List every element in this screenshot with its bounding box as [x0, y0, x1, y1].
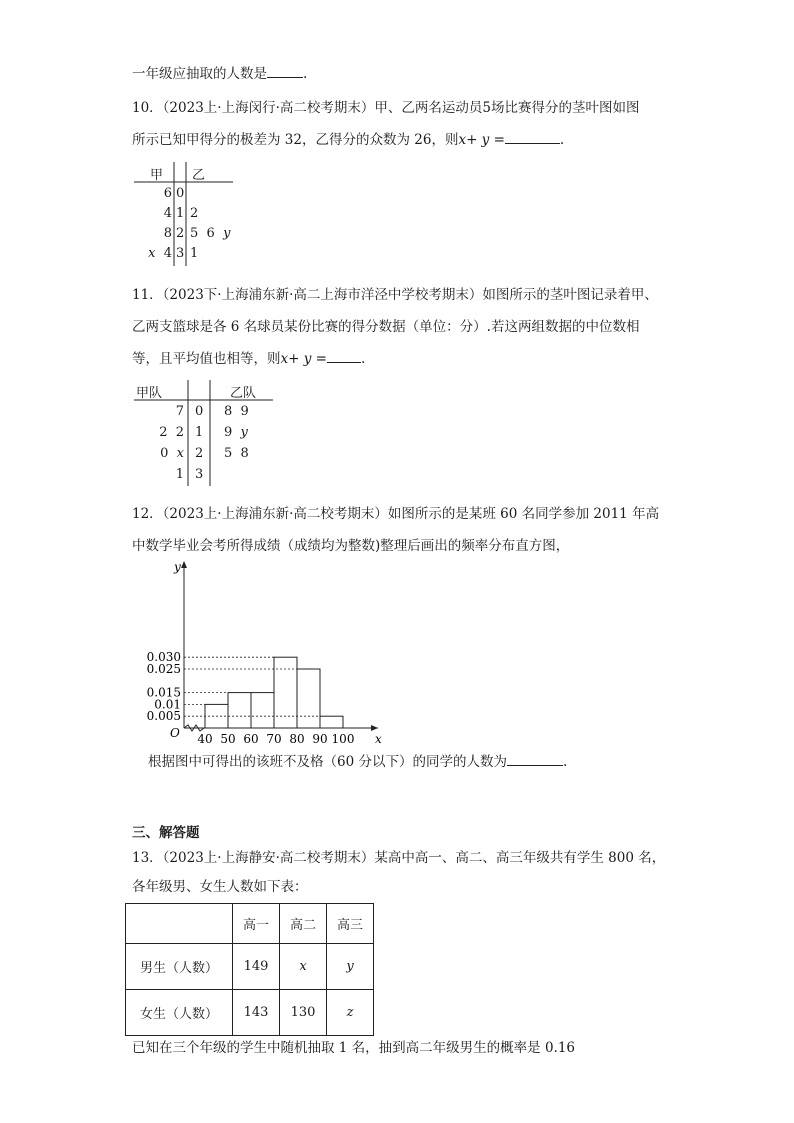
x-axis-arrow	[371, 725, 378, 731]
q13-after: 已知在三个年级的学生中随机抽取 1 名，抽到高二年级男生的概率是 0.16	[132, 1040, 576, 1056]
table-header: 高一	[233, 904, 280, 944]
stem-leaf-header-left: 甲	[150, 168, 164, 183]
y-tick-label: 0.005	[146, 709, 181, 724]
x-tick-label: 80	[289, 732, 305, 746]
stem-leaf-left-leaves: 8	[163, 226, 172, 241]
section-title: 三、解答题	[132, 825, 200, 841]
q12-line2: 中数学毕业会考所得成绩（成绩均为整数)整理后画出的频率分布直方图，	[132, 538, 570, 554]
answer-blank	[327, 350, 361, 363]
answer-blank	[505, 131, 560, 144]
histogram-bar	[297, 669, 320, 728]
stem-leaf-stem: 3	[176, 246, 185, 261]
q12-question-text: 根据图中可得出的该班不及格（60 分以下）的同学的人数为 .	[148, 754, 568, 770]
stem-leaf-left-leaves: 1	[175, 467, 184, 482]
stem-leaf-left-leaves: 7	[175, 404, 184, 419]
table-cell: 143	[233, 990, 280, 1036]
table-header: 高二	[280, 904, 327, 944]
stem-leaf-right-leaves: 5 8	[224, 446, 249, 461]
stem-leaf-left-leaves: 6	[163, 186, 172, 201]
stem-leaf-right-leaves: 2	[190, 206, 199, 221]
stem-leaf-left-leaves: x 4	[148, 246, 172, 261]
table-header-empty	[126, 904, 233, 944]
x-tick-label: 90	[312, 732, 328, 746]
stem-leaf-left-leaves: 2 2	[159, 425, 184, 440]
stem-leaf-header-right: 乙队	[230, 386, 257, 401]
stem-leaf-stem: 2	[176, 226, 185, 241]
q12-line1: 12．（2023上·上海浦东新·高二校考期末）如图所示的是某班 60 名同学参加 2011 年高	[132, 506, 660, 522]
stem-leaf-stem: 0	[195, 404, 204, 419]
origin-label: O	[170, 726, 180, 740]
table-cell: 149	[233, 944, 280, 990]
q13-line2: 各年级男、女生人数如下表：	[132, 879, 308, 895]
answer-blank	[267, 65, 303, 78]
q10-stem-leaf	[134, 162, 234, 266]
grade-gender-table	[125, 903, 374, 1036]
y-tick-label: 0.030	[146, 650, 181, 665]
table-cell: x	[280, 944, 327, 990]
stem-leaf-right-leaves: 1	[190, 246, 199, 261]
q11-line1: 11．（2023下·上海浦东新·高二上海市洋泾中学校考期末）如图所示的茎叶图记录着甲、	[132, 287, 658, 303]
y-axis-label: y	[174, 560, 181, 574]
table-row-label: 女生（人数）	[126, 990, 233, 1036]
histogram-bar	[251, 693, 274, 728]
q11-line2: 乙两支篮球是各 6 名球员某份比赛的得分数据（单位：分）.若这两组数据的中位数相	[132, 319, 640, 335]
x-tick-label: 60	[243, 732, 259, 746]
stem-leaf-stem: 1	[176, 206, 185, 221]
histogram-bar	[228, 693, 251, 728]
stem-leaf-left-leaves: 0 x	[160, 446, 184, 461]
q10-line2: 所示已知甲得分的极差为 32，乙得分的众数为 26，则x+ y = .	[132, 132, 565, 148]
x-axis-label: x	[375, 732, 382, 746]
stem-leaf-stem: 1	[195, 425, 204, 440]
q10-line1: 10．（2023上·上海闵行·高二校考期末）甲、乙两名运动员5场比赛得分的茎叶图如图	[132, 100, 640, 116]
stem-leaf-right-leaves: 5 6 y	[190, 226, 231, 241]
stem-leaf-header-right: 乙	[192, 168, 206, 183]
frequency-histogram	[138, 555, 398, 747]
stem-leaf-right-leaves: 9 y	[224, 425, 248, 440]
q10-expr: x+ y =	[458, 132, 505, 148]
prev-question-text: 一年级应抽取的人数是	[132, 66, 267, 82]
x-tick-label: 100	[331, 732, 355, 746]
stem-leaf-left-leaves: 4	[163, 206, 172, 221]
y-axis-arrow	[181, 561, 187, 568]
table-header: 高三	[327, 904, 374, 944]
q13-line1: 13．（2023上·上海静安·高二校考期末）某高中高一、高二、高三年级共有学生 800 名，	[132, 850, 666, 866]
answer-blank	[507, 753, 563, 766]
stem-leaf-stem: 0	[176, 186, 185, 201]
table-cell: z	[327, 990, 374, 1036]
q11-expr: x+ y =	[280, 351, 327, 367]
q11-stem-leaf	[134, 380, 274, 486]
table-row-label: 男生（人数）	[126, 944, 233, 990]
prev-question-tail: 一年级应抽取的人数是 .	[132, 66, 308, 82]
table-cell: 130	[280, 990, 327, 1036]
y-tick-label: 0.025	[146, 662, 181, 676]
q11-line3: 等，且平均值也相等，则x+ y = .	[132, 351, 366, 367]
table-cell: y	[327, 944, 374, 990]
x-tick-label: 70	[266, 732, 282, 746]
stem-leaf-right-leaves: 8 9	[224, 404, 249, 419]
y-tick-label: 0.015	[146, 685, 181, 700]
stem-leaf-stem: 3	[195, 467, 204, 482]
x-tick-label: 40	[197, 732, 213, 746]
histogram-bar	[320, 716, 343, 728]
histogram-bar	[274, 657, 297, 728]
stem-leaf-stem: 2	[195, 446, 204, 461]
stem-leaf-header-left: 甲队	[136, 386, 163, 401]
y-tick-label: 0.01	[154, 697, 181, 712]
x-tick-label: 50	[220, 732, 236, 746]
